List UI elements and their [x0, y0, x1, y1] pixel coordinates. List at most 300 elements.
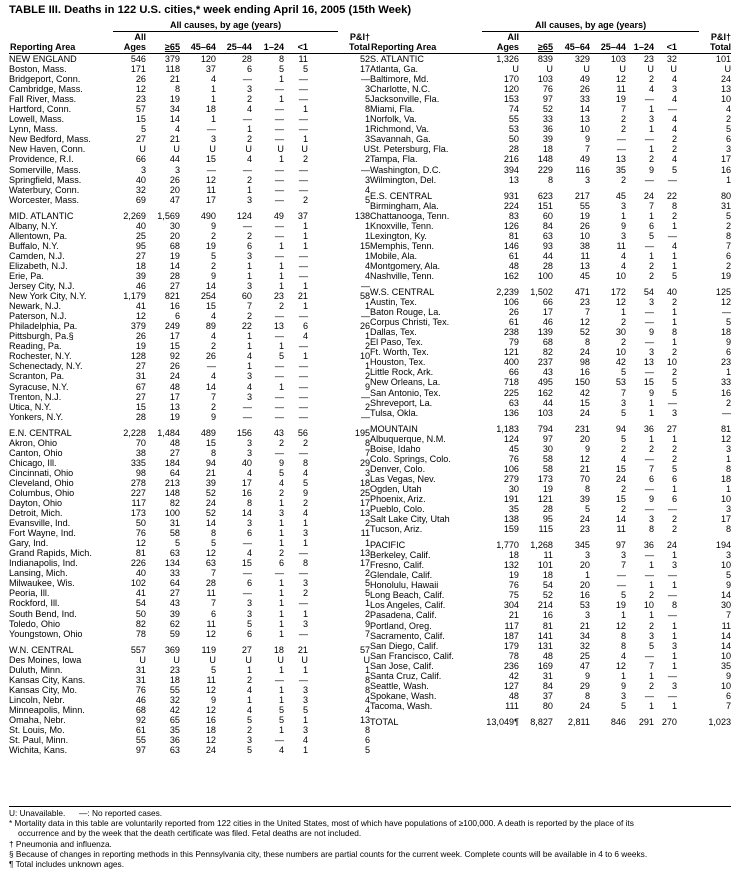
region-row: [370, 717, 731, 727]
city-row: [370, 307, 731, 317]
area-cell: Camden, N.J.: [9, 250, 65, 261]
age-25-44-cell: 1: [246, 341, 252, 352]
age-25-44-cell: —: [242, 74, 252, 85]
age-65-plus-cell: 82: [169, 498, 180, 509]
pi-total-cell: 9: [726, 670, 731, 681]
city-row: [370, 494, 731, 504]
age-1-24-cell: —: [644, 650, 654, 661]
age-65-plus-cell: 623: [537, 190, 553, 201]
area-cell: Corpus Christi, Tex.: [370, 317, 450, 328]
pi-total-cell: 7: [365, 447, 371, 458]
city-row: [9, 114, 370, 124]
age-1-24-cell: —: [274, 447, 284, 458]
all-ages-cell: 224: [503, 200, 519, 211]
age-under-1-cell: 1: [302, 104, 308, 115]
age-under-1-cell: 8: [302, 558, 308, 569]
pi-total-cell: 8: [365, 725, 371, 736]
city-row: [370, 144, 731, 154]
all-ages-cell: 38: [135, 447, 146, 458]
pi-total-cell: 35: [720, 660, 731, 671]
pi-total-cell: 1: [726, 174, 731, 185]
area-cell: Glendale, Calif.: [370, 570, 433, 581]
age-25-44-cell: 53: [615, 377, 626, 388]
pi-total-cell: 13: [359, 715, 371, 725]
age-under-1-cell: 4: [671, 94, 677, 105]
age-45-64-cell: 11: [206, 588, 216, 599]
all-ages-cell: 39: [135, 270, 146, 281]
age-45-64-cell: 7: [210, 568, 216, 579]
age-under-1-cell: 4: [671, 240, 677, 251]
pi-total-cell: 6: [726, 134, 731, 145]
age-under-1-cell: 5: [302, 704, 308, 715]
age-25-44-cell: —: [616, 134, 626, 145]
all-ages-cell: 13,049¶: [486, 716, 519, 727]
age-45-64-cell: 489: [200, 427, 216, 438]
age-45-64-cell: 9: [210, 220, 216, 231]
pi-total-cell: 29: [359, 457, 371, 468]
age-65-plus-cell: 19: [169, 94, 180, 105]
age-45-64-cell: 10: [579, 124, 590, 135]
age-25-44-cell: 15: [615, 463, 626, 474]
age-25-44-cell: 45: [615, 190, 626, 201]
age-1-24-cell: —: [644, 367, 654, 378]
age-1-24-cell: —: [644, 550, 654, 561]
all-ages-cell: 216: [503, 154, 519, 165]
pi-total-cell: 2: [365, 608, 371, 619]
age-65-plus-cell: 21: [169, 74, 180, 85]
all-ages-cell: 55: [508, 114, 519, 125]
pi-total-cell: 3: [365, 174, 371, 185]
pi-total-cell: 30: [720, 600, 731, 611]
pi-total-cell: 5: [365, 745, 371, 756]
all-ages-cell: 159: [503, 524, 519, 535]
city-row: [9, 144, 370, 154]
legend-line: [9, 808, 729, 818]
all-ages-cell: 27: [135, 391, 146, 402]
pi-total-cell: 1: [365, 664, 371, 675]
pi-total-cell: 7: [726, 610, 731, 621]
city-row: [9, 558, 370, 568]
city-row: [370, 104, 731, 114]
pi-total-cell: 13: [359, 508, 371, 519]
all-ages-cell: 138: [503, 514, 519, 525]
area-cell: Buffalo, N.Y.: [9, 240, 59, 251]
pi-total-cell: 1: [365, 598, 371, 609]
all-ages-cell: 120: [503, 84, 519, 95]
all-ages-cell: 25: [135, 230, 146, 241]
age-25-44-cell: 7: [620, 387, 626, 398]
city-row: [370, 317, 731, 327]
age-45-64-cell: 10: [579, 230, 590, 241]
pi-total-cell: 31: [720, 200, 731, 211]
age-1-24-cell: —: [274, 124, 284, 135]
age-1-24-cell: 5: [648, 230, 654, 241]
area-cell: Knoxville, Tenn.: [370, 220, 434, 231]
group-header-left: All causes, by age (years): [113, 19, 338, 32]
age-under-1-cell: 2: [671, 524, 677, 535]
age-under-1-cell: —: [667, 230, 677, 241]
age-65-plus-cell: 58: [542, 463, 553, 474]
age-25-44-cell: 2: [246, 311, 252, 322]
age-25-44-cell: 11: [616, 524, 626, 535]
all-ages-cell: 46: [135, 694, 146, 705]
all-ages-cell: 68: [135, 704, 146, 715]
city-row: [370, 434, 731, 444]
age-1-24-cell: 4: [648, 84, 654, 95]
age-65-plus-cell: 26: [169, 174, 180, 185]
city-row: [9, 74, 370, 84]
pi-total-cell: 9: [726, 580, 731, 591]
age-65-plus-cell: 1,569: [157, 210, 180, 221]
pi-total-cell: —: [360, 411, 371, 422]
age-65-plus-cell: 27: [169, 447, 180, 458]
pi-total-cell: 2: [726, 220, 731, 231]
left-table-panel: [9, 19, 370, 755]
age-under-1-cell: —: [298, 74, 308, 85]
age-under-1-cell: 1: [302, 608, 308, 619]
city-row: [370, 134, 731, 144]
age-25-44-cell: 172: [610, 287, 626, 298]
age-1-24-cell: 1: [648, 210, 654, 221]
pi-total-cell: 17: [359, 498, 371, 509]
age-65-plus-cell: 17: [169, 331, 180, 342]
age-1-24-cell: —: [274, 104, 284, 115]
city-row: [9, 64, 370, 74]
all-ages-cell: 31: [135, 664, 146, 675]
city-row: [370, 444, 731, 454]
age-1-24-cell: 7: [648, 200, 654, 211]
city-row: [9, 124, 370, 134]
area-cell: Los Angeles, Calif.: [370, 600, 446, 611]
age-45-64-cell: 18: [205, 725, 216, 736]
area-cell: Tucson, Ariz.: [370, 524, 423, 535]
age-1-24-cell: —: [644, 690, 654, 701]
city-row: [9, 715, 370, 725]
age-under-1-cell: 1: [302, 230, 308, 241]
age-65-plus-cell: 4: [174, 124, 180, 135]
age-45-64-cell: 55: [579, 200, 590, 211]
all-ages-cell: 61: [135, 725, 146, 736]
age-65-plus-cell: 100: [537, 270, 553, 281]
age-45-64-cell: 33: [579, 94, 590, 105]
all-ages-cell: 76: [135, 684, 146, 695]
age-65-plus-cell: 43: [542, 367, 553, 378]
age-45-64-cell: 4: [210, 311, 216, 322]
area-cell: Charlotte, N.C.: [370, 84, 431, 95]
age-45-64-cell: 9: [584, 134, 590, 145]
age-65-plus-cell: 59: [169, 628, 180, 639]
city-row: [9, 609, 370, 619]
age-45-64-cell: 9: [210, 411, 216, 422]
pi-total-cell: 8: [726, 524, 731, 535]
area-cell: Tampa, Fla.: [370, 154, 418, 165]
pi-total-cell: —: [721, 307, 731, 318]
all-ages-cell: 27: [135, 250, 146, 261]
pi-total-cell: 10: [720, 680, 731, 691]
all-ages-cell: 117: [504, 620, 519, 631]
area-cell: Utica, N.Y.: [9, 401, 52, 412]
age-under-1-cell: —: [298, 124, 308, 135]
all-ages-cell: 30: [508, 483, 519, 494]
age-25-44-cell: 1: [620, 610, 626, 621]
city-row: [370, 271, 731, 281]
age-25-44-cell: 2: [246, 230, 252, 241]
age-under-1-cell: —: [298, 447, 308, 458]
age-25-44-cell: 3: [246, 391, 252, 402]
area-cell: Fresno, Calif.: [370, 560, 425, 571]
city-row: [370, 701, 731, 711]
age-45-64-cell: 15: [205, 154, 216, 165]
age-65-plus-cell: 36: [169, 735, 180, 746]
age-65-plus-cell: 214: [537, 600, 553, 611]
area-cell: Allentown, Pa.: [9, 230, 68, 241]
area-cell: Colo. Springs, Colo.: [370, 453, 451, 464]
age-1-24-cell: 2: [648, 590, 654, 601]
age-under-1-cell: 4: [302, 735, 308, 746]
age-under-1-cell: 3: [671, 560, 677, 571]
city-row: [370, 221, 731, 231]
age-under-1-cell: 1: [302, 518, 308, 529]
all-ages-cell: 171: [130, 64, 146, 75]
all-ages-cell: 53: [508, 124, 519, 135]
age-65-plus-cell: 76: [542, 84, 553, 95]
col-45-64: 45–64: [180, 32, 216, 54]
age-under-1-cell: 8: [671, 327, 677, 338]
age-1-24-cell: 6: [278, 558, 284, 569]
pi-total-cell: 3: [365, 84, 371, 95]
age-25-44-cell: 4: [620, 650, 626, 661]
age-25-44-cell: 1: [246, 270, 252, 281]
age-25-44-cell: 4: [620, 260, 626, 271]
age-under-1-cell: 3: [302, 694, 308, 705]
age-under-1-cell: 1: [302, 715, 308, 725]
age-45-64-cell: 5: [584, 504, 590, 515]
age-1-24-cell: —: [274, 184, 284, 195]
age-under-1-cell: 3: [302, 725, 308, 736]
col-reporting-area: Reporting Area: [370, 32, 482, 54]
age-25-44-cell: 4: [620, 250, 626, 261]
pi-total-cell: U: [724, 64, 731, 75]
age-25-44-cell: 1: [246, 664, 252, 675]
area-cell: Akron, Ohio: [9, 437, 58, 448]
city-row: [9, 94, 370, 104]
all-ages-cell: 127: [503, 680, 519, 691]
area-cell: PACIFIC: [370, 540, 406, 551]
age-under-1-cell: —: [667, 504, 677, 515]
age-25-44-cell: 10: [615, 270, 626, 281]
city-row: [9, 154, 370, 164]
area-cell: El Paso, Tex.: [370, 337, 423, 348]
age-under-1-cell: —: [667, 590, 677, 601]
age-1-24-cell: 1: [648, 610, 654, 621]
age-25-44-cell: 10: [615, 347, 626, 358]
age-under-1-cell: 1: [671, 650, 677, 661]
all-ages-cell: 78: [135, 628, 146, 639]
area-cell: Tacoma, Wash.: [370, 700, 433, 711]
age-65-plus-cell: 15: [169, 341, 180, 352]
age-under-1-cell: —: [298, 548, 308, 559]
city-row: [370, 367, 731, 377]
age-45-64-cell: 9: [584, 443, 590, 454]
age-1-24-cell: —: [644, 317, 654, 328]
area-cell: Richmond, Va.: [370, 124, 429, 135]
age-65-plus-cell: 37: [542, 690, 553, 701]
pi-total-cell: 1: [365, 301, 371, 312]
age-25-44-cell: 19: [615, 600, 626, 611]
age-65-plus-cell: 64: [169, 467, 180, 478]
age-under-1-cell: 1: [671, 250, 677, 261]
age-25-44-cell: 12: [615, 620, 626, 631]
age-45-64-cell: 28: [205, 578, 216, 589]
age-45-64-cell: U: [209, 654, 216, 665]
age-65-plus-cell: 11: [543, 550, 553, 561]
age-25-44-cell: 1: [620, 307, 626, 318]
age-1-24-cell: 4: [278, 745, 284, 756]
all-ages-cell: 78: [508, 650, 519, 661]
age-25-44-cell: 97: [615, 540, 626, 551]
area-cell: Lansing, Mich.: [9, 568, 68, 579]
age-1-24-cell: 1: [278, 694, 284, 705]
age-1-24-cell: 1: [278, 684, 284, 695]
age-45-64-cell: 15: [205, 437, 216, 448]
age-25-44-cell: 2: [620, 504, 626, 515]
age-65-plus-cell: 28: [542, 260, 553, 271]
all-ages-cell: U: [139, 654, 146, 665]
age-1-24-cell: 2: [648, 680, 654, 691]
age-45-64-cell: 16: [579, 367, 590, 378]
age-under-1-cell: 2: [671, 134, 677, 145]
city-row: [370, 297, 731, 307]
city-row: [370, 114, 731, 124]
age-65-plus-cell: 148: [537, 154, 553, 165]
age-1-24-cell: —: [644, 483, 654, 494]
age-25-44-cell: 12: [615, 297, 626, 308]
area-cell: W.N. CENTRAL: [9, 644, 74, 655]
area-cell: Paterson, N.J.: [9, 311, 67, 322]
pi-total-cell: 194: [715, 540, 731, 551]
area-cell: MOUNTAIN: [370, 423, 418, 434]
city-row: [370, 671, 731, 681]
age-under-1-cell: 1: [671, 660, 677, 671]
age-45-64-cell: 52: [579, 327, 590, 338]
all-ages-cell: U: [139, 144, 146, 155]
all-ages-cell: 718: [503, 377, 519, 388]
area-cell: MID. ATLANTIC: [9, 210, 74, 221]
age-65-plus-cell: 184: [164, 457, 180, 468]
city-row: [370, 681, 731, 691]
age-1-24-cell: 1: [278, 260, 284, 271]
age-under-1-cell: 2: [671, 443, 677, 454]
region-row: [9, 211, 370, 221]
area-cell: South Bend, Ind.: [9, 608, 77, 619]
age-1-24-cell: 3: [648, 297, 654, 308]
age-45-64-cell: 89: [205, 321, 216, 332]
city-row: [9, 665, 370, 675]
city-row: [9, 518, 370, 528]
age-65-plus-cell: 62: [169, 618, 180, 629]
area-cell: San Francisco, Calif.: [370, 650, 454, 661]
age-45-64-cell: 231: [574, 423, 590, 434]
age-under-1-cell: 3: [671, 640, 677, 651]
city-row: [9, 281, 370, 291]
age-1-24-cell: 18: [273, 644, 284, 655]
age-25-44-cell: 5: [620, 590, 626, 601]
age-under-1-cell: 2: [671, 367, 677, 378]
pi-total-cell: 2: [365, 568, 371, 579]
pi-total-cell: 8: [726, 230, 731, 241]
age-under-1-cell: —: [298, 674, 308, 685]
city-row: [370, 621, 731, 631]
age-65-plus-cell: 8,827: [530, 716, 553, 727]
all-ages-cell: 557: [130, 644, 146, 655]
age-45-64-cell: 5: [210, 538, 216, 549]
all-ages-cell: 179: [503, 640, 519, 651]
age-65-plus-cell: U: [173, 654, 180, 665]
age-45-64-cell: 14: [205, 381, 216, 392]
age-under-1-cell: —: [667, 104, 677, 115]
age-under-1-cell: —: [298, 391, 308, 402]
age-45-64-cell: 11: [206, 184, 216, 195]
age-65-plus-cell: 34: [169, 104, 180, 115]
pi-total-cell: —: [360, 391, 371, 402]
age-1-24-cell: 13: [643, 357, 654, 368]
age-25-44-cell: 2: [620, 124, 626, 135]
city-row: [370, 590, 731, 600]
age-under-1-cell: 2: [302, 154, 308, 165]
city-row: [370, 661, 731, 671]
age-under-1-cell: 2: [671, 514, 677, 525]
age-1-24-cell: 2: [648, 260, 654, 271]
age-25-44-cell: 6: [246, 528, 252, 539]
age-65-plus-cell: 148: [164, 487, 180, 498]
city-row: [9, 271, 370, 281]
age-1-24-cell: 1: [278, 618, 284, 629]
age-25-44-cell: —: [242, 568, 252, 579]
age-65-plus-cell: 27: [169, 588, 180, 599]
all-ages-cell: 227: [130, 487, 146, 498]
age-45-64-cell: 14: [579, 104, 590, 115]
age-1-24-cell: 2: [278, 548, 284, 559]
age-1-24-cell: —: [274, 230, 284, 241]
age-under-1-cell: —: [298, 250, 308, 261]
area-cell: San Antonio, Tex.: [370, 387, 441, 398]
city-row: [370, 550, 731, 560]
age-65-plus-cell: 63: [542, 230, 553, 241]
age-under-1-cell: U: [301, 144, 308, 155]
age-65-plus-cell: 26: [169, 361, 180, 372]
age-1-24-cell: 2: [648, 620, 654, 631]
all-ages-cell: 546: [130, 54, 146, 64]
all-ages-cell: 18: [508, 550, 519, 561]
age-25-44-cell: 846: [610, 716, 626, 727]
all-ages-cell: 70: [135, 437, 146, 448]
age-45-64-cell: 24: [579, 514, 590, 525]
pi-total-cell: 15: [359, 240, 371, 251]
area-cell: Santa Cruz, Calif.: [370, 670, 442, 681]
age-65-plus-cell: 80: [542, 700, 553, 711]
pi-total-cell: 33: [720, 377, 731, 388]
age-65-plus-cell: 249: [164, 321, 180, 332]
age-1-24-cell: 1: [278, 281, 284, 292]
age-25-44-cell: 2: [246, 174, 252, 185]
age-65-plus-cell: 139: [537, 327, 553, 338]
city-row: [9, 291, 370, 301]
city-row: [370, 84, 731, 94]
pi-total-cell: 17: [720, 154, 731, 165]
age-25-44-cell: 16: [241, 487, 252, 498]
col-all-ages: All Ages: [113, 32, 146, 54]
age-25-44-cell: 2: [620, 483, 626, 494]
